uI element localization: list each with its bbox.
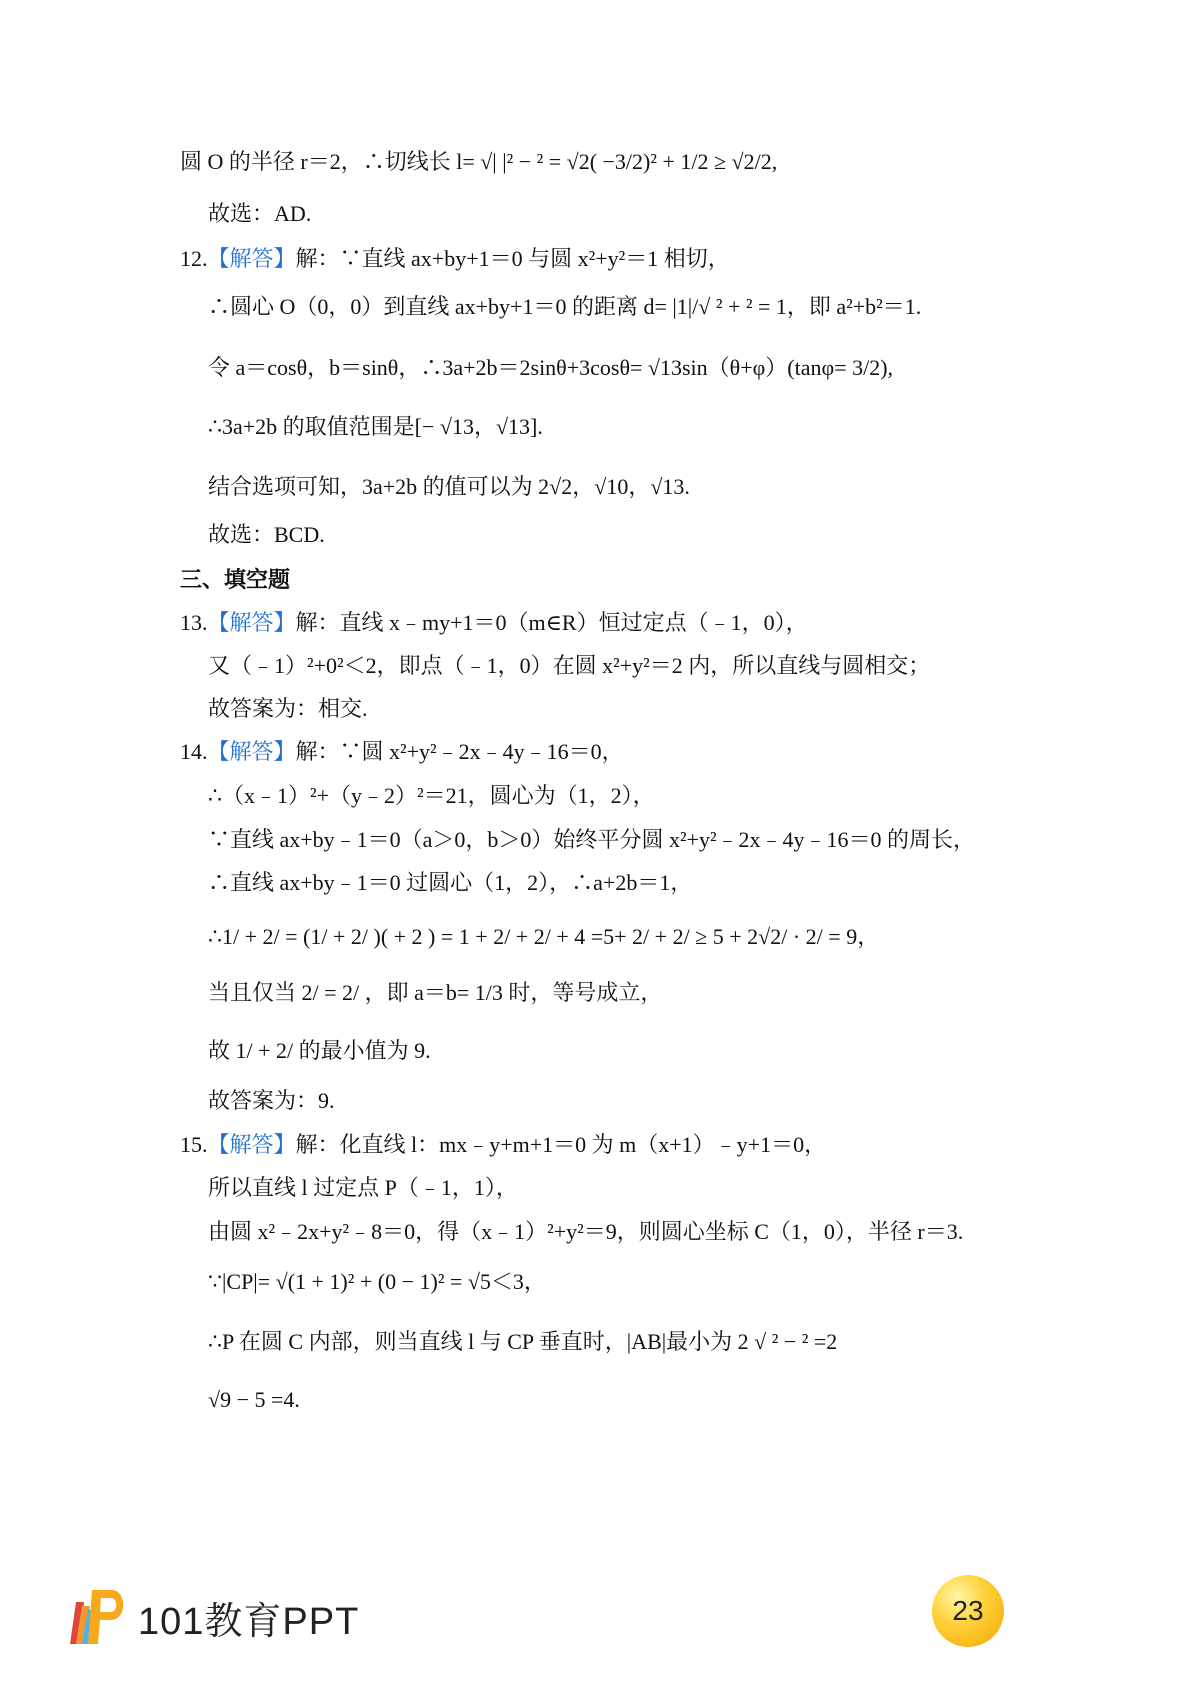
problem-12-first-line — [180, 244, 730, 274]
line-ab-min: ∴P 在圆 C 内部，则当直线 l 与 CP 垂直时，|AB|最小为 2 √ ² − ² =2 — [208, 1329, 838, 1354]
line-ab-result: √9 − 5 =4. — [208, 1387, 300, 1412]
line-bisect: ∵直线 ax+by﹣1＝0（a＞0，b＞0）始终平分圆 x²+y²﹣2x﹣4y﹣16＝0 的周长， — [208, 827, 976, 852]
problem-number: 12. — [180, 246, 208, 271]
page-number-badge — [932, 1575, 1004, 1647]
line-center: ∴（x﹣1）²+（y﹣2）²＝21，圆心为（1，2）， — [208, 783, 655, 808]
line-distance: ∴圆心 O（0，0）到直线 ax+by+1＝0 的距离 d= |1|/√ ² + ² = 1，即 a²+b²＝1. — [208, 294, 922, 319]
answer-11: 故选：AD. — [208, 201, 312, 226]
solution-text: 解：∵直线 ax+by+1＝0 与圆 x²+y²＝1 相切， — [295, 246, 730, 271]
solution-tag: 【解答】 — [207, 246, 296, 271]
solution-text: 解：直线 x﹣my+1＝0（m∈R）恒过定点（﹣1，0）， — [295, 610, 808, 635]
answer-13: 故答案为：相交. — [208, 696, 368, 721]
line-cp-length: ∵|CP|= √(1 + 1)² + (0 − 1)² = √5＜3， — [208, 1269, 546, 1294]
problem-13-first-line — [180, 608, 808, 638]
solution-text: 解：∵圆 x²+y²﹣2x﹣4y﹣16＝0， — [295, 739, 624, 764]
answer-14: 故答案为：9. — [208, 1088, 335, 1113]
section-heading: 三、填空题 — [180, 567, 291, 592]
line-fixed-point: 所以直线 l 过定点 P（﹣1，1）， — [208, 1175, 518, 1200]
problem-number: 15. — [180, 1132, 208, 1157]
solution-tag: 【解答】 — [207, 739, 296, 764]
line-circle-center: 由圆 x²﹣2x+y²﹣8＝0，得（x﹣1）²+y²＝9，则圆心坐标 C（1，0），半径 r＝3. — [208, 1219, 964, 1244]
line-inside-circle: 又（﹣1）²+0²＜2，即点（﹣1，0）在圆 x²+y²＝2 内，所以直线与圆相交； — [208, 653, 931, 678]
line-inequality: ∴1/ + 2/ = (1/ + 2/ )( + 2 ) = 1 + 2/ + 2/ + 4 =5+ 2/ + 2/ ≥ 5 + 2√2/ · 2/ = 9， — [208, 924, 880, 949]
answer-12: 故选：BCD. — [208, 522, 325, 547]
line-equality: 当且仅当 2/ = 2/ ，即 a＝b= 1/3 时，等号成立， — [208, 980, 663, 1005]
logo-text: 101教育PPT — [138, 1600, 360, 1643]
line-options: 结合选项可知，3a+2b 的值可以为 2√2，√10，√13. — [208, 474, 690, 499]
problem-15-first-line — [180, 1130, 826, 1160]
solution-tag: 【解答】 — [207, 1132, 296, 1157]
line-through-center: ∴直线 ax+by﹣1＝0 过圆心（1，2），∴a+2b＝1， — [208, 870, 693, 895]
line-range: ∴3a+2b 的取值范围是[− √13，√13]. — [208, 414, 543, 439]
solution-tag: 【解答】 — [207, 610, 296, 635]
logo-p-icon — [62, 1582, 132, 1652]
line-radius-tangent: 圆 O 的半径 r＝2，∴切线长 l= √| |² − ² = √2( −3/2)² + 1/2 ≥ √2/2, — [180, 149, 778, 174]
problem-number: 14. — [180, 739, 208, 764]
line-minimum: 故 1/ + 2/ 的最小值为 9. — [208, 1038, 431, 1063]
page-number: 23 — [952, 1595, 984, 1626]
line-substitution: 令 a＝cosθ，b＝sinθ，∴3a+2b＝2sinθ+3cosθ= √13sin（θ+φ）(tanφ= 3/2), — [208, 355, 894, 380]
brand-logo — [62, 1582, 359, 1652]
problem-number: 13. — [180, 610, 208, 635]
problem-14-first-line — [180, 737, 624, 767]
solution-text: 解：化直线 l：mx﹣y+m+1＝0 为 m（x+1）﹣y+1＝0， — [295, 1132, 827, 1157]
